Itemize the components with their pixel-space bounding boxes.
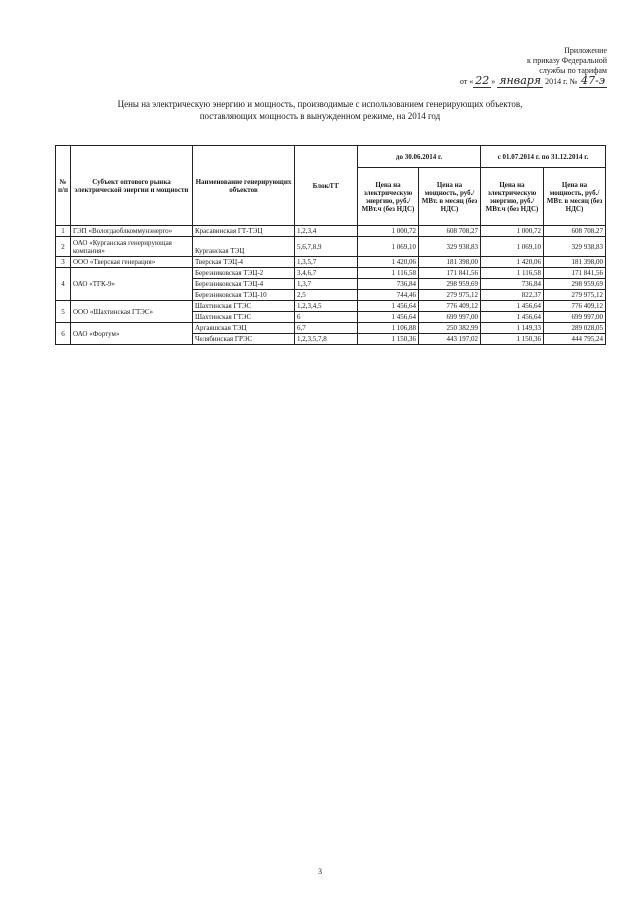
row-subject: ГЭП «Вологдаоблкоммунэнерго» <box>71 226 193 237</box>
row-energy-price-2: 1 456,64 <box>481 312 544 323</box>
row-object: Тверская ТЭЦ-4 <box>193 257 295 268</box>
header-capacity-price-1: Цена на мощность, руб./МВт. в месяц (без НДС) <box>419 168 481 226</box>
row-subject: ОАО «Курганская генерирующая компания» <box>71 237 193 257</box>
row-energy-price-1: 1 000,72 <box>358 226 419 237</box>
row-capacity-price-1: 181 398,00 <box>419 257 481 268</box>
row-energy-price-2: 1 069,10 <box>481 237 544 257</box>
header-energy-price-2: Цена на электрическую энергию, руб./МВт.ч (без НДС) <box>481 168 544 226</box>
row-energy-price-1: 1 456,64 <box>358 312 419 323</box>
header-period-1: до 30.06.2014 г. <box>358 146 481 168</box>
row-object: Березниковская ТЭЦ-2 <box>193 268 295 279</box>
row-capacity-price-1: 776 409,12 <box>419 301 481 312</box>
order-month: января <box>499 74 542 87</box>
row-energy-price-2: 822,37 <box>481 290 544 301</box>
row-object: Аргаяшская ТЭЦ <box>193 323 295 334</box>
row-energy-price-1: 1 106,88 <box>358 323 419 334</box>
price-table <box>55 145 606 345</box>
row-energy-price-1: 1 420,06 <box>358 257 419 268</box>
row-num: 2 <box>56 237 71 257</box>
row-object: Курганская ТЭЦ <box>193 237 295 257</box>
row-object: Челябинская ГРЭС <box>193 334 295 345</box>
row-num: 6 <box>56 323 71 345</box>
row-num: 1 <box>56 226 71 237</box>
order-prefix: от <box>459 77 468 86</box>
row-energy-price-2: 1 116,58 <box>481 268 544 279</box>
row-block: 1,2,3,4 <box>295 226 358 237</box>
row-block: 3,4,6,7 <box>295 268 358 279</box>
row-energy-price-2: 1 456,64 <box>481 301 544 312</box>
row-capacity-price-1: 608 708,27 <box>419 226 481 237</box>
header-block: Блок/ГГ <box>295 146 358 226</box>
row-capacity-price-2: 329 938,83 <box>544 237 606 257</box>
table-row <box>56 226 606 237</box>
row-block: 1,3,7 <box>295 279 358 290</box>
row-capacity-price-2: 608 708,27 <box>544 226 606 237</box>
header-period-2: с 01.07.2014 г. по 31.12.2014 г. <box>481 146 606 168</box>
table-row <box>56 323 606 334</box>
document-title <box>60 98 580 122</box>
row-block: 1,2,3,4,5 <box>295 301 358 312</box>
appendix-line-3: службы по тарифам <box>539 66 607 75</box>
page-number: 3 <box>318 867 322 876</box>
row-object: Шахтинская ГТЭС <box>193 301 295 312</box>
row-capacity-price-2: 289 028,05 <box>544 323 606 334</box>
row-energy-price-2: 1 420,06 <box>481 257 544 268</box>
row-energy-price-2: 1 000,72 <box>481 226 544 237</box>
header-subject: Субъект оптового рынка электрической энергии и мощности <box>71 146 193 226</box>
row-num: 5 <box>56 301 71 323</box>
title-line-1: Цены на электрическую энергию и мощность, производимые с использованием генерирующих объектов, <box>117 99 523 109</box>
row-object: Березниковская ТЭЦ-10 <box>193 290 295 301</box>
row-energy-price-1: 736,84 <box>358 279 419 290</box>
row-energy-price-2: 1 149,33 <box>481 323 544 334</box>
table-row <box>56 237 606 257</box>
row-capacity-price-1: 171 841,56 <box>419 268 481 279</box>
row-block: 1,3,5,7 <box>295 257 358 268</box>
row-energy-price-1: 744,46 <box>358 290 419 301</box>
row-capacity-price-2: 298 959,69 <box>544 279 606 290</box>
table-row <box>56 301 606 312</box>
row-energy-price-2: 1 150,36 <box>481 334 544 345</box>
row-energy-price-1: 1 150,36 <box>358 334 419 345</box>
order-number: 47-э <box>581 74 605 87</box>
header-object: Наименование генерирующих объектов <box>193 146 295 226</box>
row-subject: ООО «Тверская генерация» <box>71 257 193 268</box>
row-subject: ООО «Шахтинская ГТЭС» <box>71 301 193 323</box>
row-capacity-price-1: 443 197,02 <box>419 334 481 345</box>
appendix-line-2: к приказу Федеральной <box>527 56 607 65</box>
row-energy-price-1: 1 116,58 <box>358 268 419 279</box>
row-capacity-price-2: 776 409,12 <box>544 301 606 312</box>
row-num: 4 <box>56 268 71 301</box>
row-capacity-price-1: 298 959,69 <box>419 279 481 290</box>
row-block: 5,6,7,8,9 <box>295 237 358 257</box>
row-block: 6,7 <box>295 323 358 334</box>
row-capacity-price-1: 250 382,99 <box>419 323 481 334</box>
row-capacity-price-1: 279 975,12 <box>419 290 481 301</box>
row-block: 6 <box>295 312 358 323</box>
order-year: 2014 г. <box>545 77 568 86</box>
row-block: 1,2,3,5,7,8 <box>295 334 358 345</box>
appendix-header <box>437 46 607 87</box>
row-energy-price-2: 736,84 <box>481 279 544 290</box>
title-line-2: поставляющих мощность в вынужденном режиме, на 2014 год <box>199 111 441 121</box>
row-capacity-price-1: 699 997,00 <box>419 312 481 323</box>
row-capacity-price-1: 329 938,83 <box>419 237 481 257</box>
row-num: 3 <box>56 257 71 268</box>
table-row <box>56 268 606 279</box>
row-object: Березниковская ТЭЦ-4 <box>193 279 295 290</box>
row-block: 2,5 <box>295 290 358 301</box>
row-energy-price-1: 1 456,64 <box>358 301 419 312</box>
header-num: № п/п <box>56 146 71 226</box>
row-capacity-price-2: 699 997,00 <box>544 312 606 323</box>
order-line: от « 22 » января 2014 г. № 47-э <box>459 74 605 87</box>
order-no-label: № <box>569 77 578 86</box>
row-subject: ОАО «Фортум» <box>71 323 193 345</box>
row-capacity-price-2: 444 795,24 <box>544 334 606 345</box>
row-object: Красавинская ГТ-ТЭЦ <box>193 226 295 237</box>
table-row <box>56 257 606 268</box>
row-object: Шахтинская ГТЭС <box>193 312 295 323</box>
row-subject: ОАО «ТГК-9» <box>71 268 193 301</box>
row-capacity-price-2: 279 975,12 <box>544 290 606 301</box>
row-capacity-price-2: 171 841,56 <box>544 268 606 279</box>
header-energy-price-1: Цена на электрическую энергию, руб./МВт.ч (без НДС) <box>358 168 419 226</box>
header-capacity-price-2: Цена на мощность, руб./МВт. в месяц (без НДС) <box>544 168 606 226</box>
order-day: 22 <box>475 74 490 87</box>
appendix-line-1: Приложение <box>564 46 607 55</box>
row-capacity-price-2: 181 398,00 <box>544 257 606 268</box>
row-energy-price-1: 1 069,10 <box>358 237 419 257</box>
